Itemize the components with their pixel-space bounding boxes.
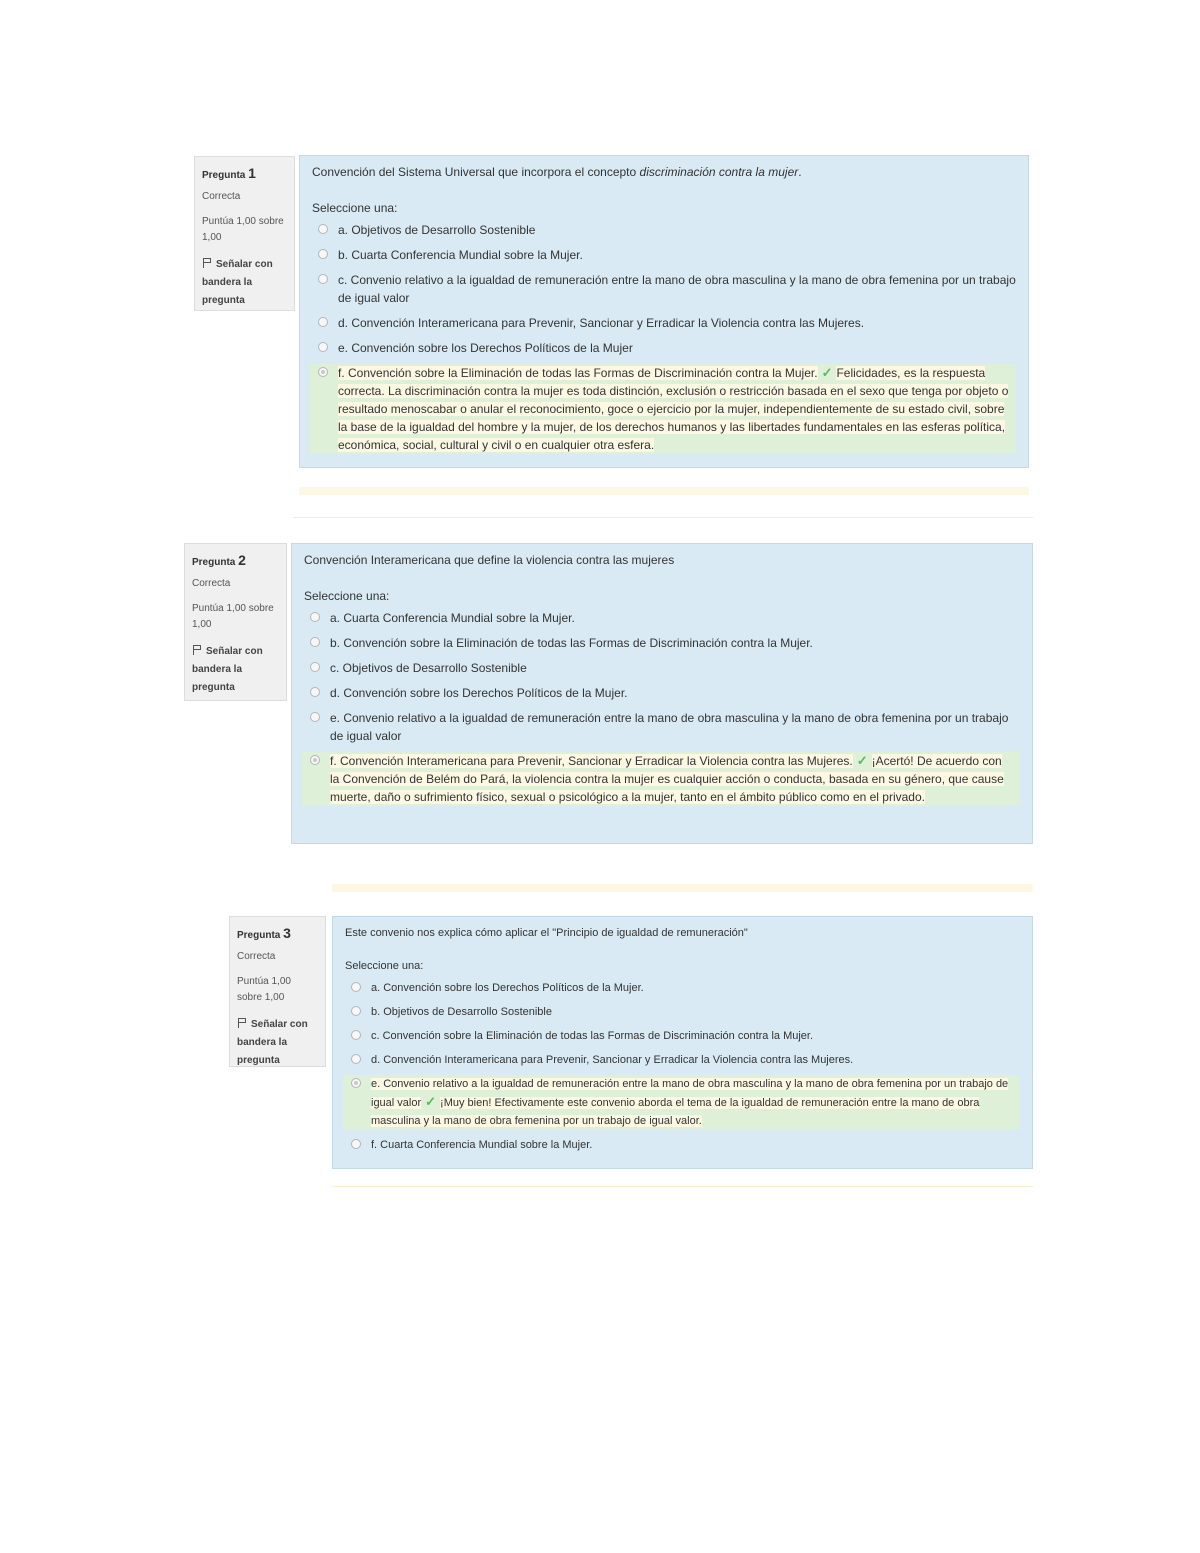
question-number: Pregunta 1 — [202, 165, 256, 181]
answer-option[interactable]: d. Convención Interamericana para Prevenir, Sancionar y Erradicar la Violencia contra las Mujeres. — [312, 314, 1016, 332]
outcome-stripe — [299, 487, 1029, 495]
radio-icon[interactable] — [351, 1030, 361, 1040]
answer-feedback: ¡Acertó! De acuerdo con la Convención de Belém do Pará, la violencia contra la mujer es cualquier acción o conducta, basada en su género, que cause muerte, daño o sufrimiento físico, sexual o psicológico a la mujer, tanto en el ámbito público como en el privado. — [330, 754, 1004, 804]
flag-question-link[interactable]: Señalar con bandera la pregunta — [192, 646, 263, 693]
question-text: Convención Interamericana que define la violencia contra las mujeres — [304, 553, 675, 567]
answer-option[interactable]: e. Convenio relativo a la igualdad de remuneración entre la mano de obra masculina y la mano de obra femenina por un trabajo de igual valor — [304, 709, 1020, 745]
question-grade: Puntúa 1,00 sobre 1,00 — [202, 216, 284, 243]
question-divider — [293, 517, 1033, 518]
radio-icon[interactable] — [310, 637, 320, 647]
answer-feedback: ¡Muy bien! Efectivamente este convenio aborda el tema de la igualdad de remuneración entre la mano de obra masculina y la mano de obra femenina por un trabajo de igual valor. — [371, 1097, 980, 1127]
answer-option[interactable]: e. Convención sobre los Derechos Políticos de la Mujer — [312, 339, 1016, 357]
answer-option-correct[interactable]: f. Convención sobre la Eliminación de todas las Formas de Discriminación contra la Mujer. ✓ Felicidades, es la respuesta correcta. La discriminación contra la mujer es toda distinción, exclusión o restricción basada en el sexo que tenga por objeto o resultado menoscabar o anular el reconocimiento, goce o ejercicio por la mujer, independientemente de su estado civil, sobre la base de la igualdad del hombre y la mujer, de los derechos humanos y las libertades fundamentales en las esferas política, económica, social, cultural y civil o en cualquier otra esfera. — [310, 364, 1016, 454]
radio-icon[interactable] — [318, 224, 328, 234]
answer-feedback: Felicidades, es la respuesta correcta. La discriminación contra la mujer es toda distinción, exclusión o restricción basada en el sexo que tenga por objeto o resultado menoscabar o anular el reconocimiento, goce o ejercicio por la mujer, independientemente de su estado civil, sobre la base de la igualdad del hombre y la mujer, de los derechos humanos y las libertades fundamentales en las esferas política, económica, social, cultural y civil o en cualquier otra esfera. — [338, 366, 1009, 452]
question-content — [291, 543, 1033, 844]
question-divider — [332, 1186, 1033, 1187]
radio-icon[interactable] — [310, 712, 320, 722]
question-state: Correcta — [202, 191, 241, 202]
question-info — [194, 156, 295, 311]
radio-icon[interactable] — [318, 274, 328, 284]
question-text: Convención del Sistema Universal que incorpora el concepto discriminación contra la mujer. — [312, 165, 802, 179]
answer-prompt: Seleccione una: — [304, 589, 390, 603]
answer-option[interactable]: b. Convención sobre la Eliminación de todas las Formas de Discriminación contra la Mujer. — [304, 634, 1020, 652]
answer-option[interactable]: c. Objetivos de Desarrollo Sostenible — [304, 659, 1020, 677]
radio-icon[interactable] — [310, 612, 320, 622]
answer-option[interactable]: d. Convención sobre los Derechos Políticos de la Mujer. — [304, 684, 1020, 702]
answer-option[interactable]: a. Cuarta Conferencia Mundial sobre la Mujer. — [304, 609, 1020, 627]
flag-icon — [202, 258, 212, 268]
answer-option[interactable]: b. Cuarta Conferencia Mundial sobre la Mujer. — [312, 246, 1016, 264]
radio-icon[interactable] — [318, 317, 328, 327]
answer-option[interactable]: a. Convención sobre los Derechos Políticos de la Mujer. — [345, 979, 1020, 997]
flag-icon — [237, 1018, 247, 1028]
flag-question-link[interactable]: Señalar con bandera la pregunta — [237, 1019, 308, 1066]
question-info — [184, 543, 287, 701]
radio-icon[interactable] — [351, 1139, 361, 1149]
answer-list — [345, 979, 1020, 1154]
check-icon: ✓ — [856, 753, 868, 768]
question-content — [299, 155, 1029, 468]
radio-icon[interactable] — [351, 982, 361, 992]
outcome-stripe — [332, 884, 1033, 892]
flag-icon — [192, 645, 202, 655]
radio-icon[interactable] — [318, 367, 328, 377]
radio-icon[interactable] — [310, 687, 320, 697]
radio-icon[interactable] — [318, 249, 328, 259]
answer-option[interactable]: d. Convención Interamericana para Prevenir, Sancionar y Erradicar la Violencia contra las Mujeres. — [345, 1051, 1020, 1069]
question-number: Pregunta 2 — [192, 552, 246, 568]
question-grade: Puntúa 1,00 sobre 1,00 — [192, 603, 274, 630]
check-icon: ✓ — [425, 1094, 437, 1109]
answer-option-correct[interactable]: f. Convención Interamericana para Prevenir, Sancionar y Erradicar la Violencia contra las Mujeres. ✓ ¡Acertó! De acuerdo con la Convención de Belém do Pará, la violencia contra la mujer es cualquier acción o conducta, basada en su género, que cause muerte, daño o sufrimiento físico, sexual o psicológico a la mujer, tanto en el ámbito público como en el privado. — [302, 752, 1020, 806]
radio-icon[interactable] — [318, 342, 328, 352]
answer-option[interactable]: b. Objetivos de Desarrollo Sostenible — [345, 1003, 1020, 1021]
question-text: Este convenio nos explica cómo aplicar el "Principio de igualdad de remuneración" — [345, 927, 748, 939]
flag-question-link[interactable]: Señalar con bandera la pregunta — [202, 259, 273, 306]
answer-option[interactable]: f. Cuarta Conferencia Mundial sobre la Mujer. — [345, 1136, 1020, 1154]
answer-prompt: Seleccione una: — [345, 960, 424, 972]
question-grade: Puntúa 1,00 sobre 1,00 — [237, 976, 291, 1003]
check-icon: ✓ — [821, 365, 833, 380]
answer-option-correct[interactable]: e. Convenio relativo a la igualdad de remuneración entre la mano de obra masculina y la mano de obra femenina por un trabajo de igual valor ✓ ¡Muy bien! Efectivamente este convenio aborda el tema de la igualdad de remuneración entre la mano de obra masculina y la mano de obra femenina por un trabajo de igual valor. — [343, 1075, 1020, 1130]
answer-list — [304, 609, 1020, 806]
question-number: Pregunta 3 — [237, 925, 291, 941]
question-state: Correcta — [192, 578, 231, 589]
radio-icon[interactable] — [351, 1054, 361, 1064]
question-info — [229, 916, 326, 1067]
radio-icon[interactable] — [310, 755, 320, 765]
answer-list — [312, 221, 1016, 454]
answer-option[interactable]: c. Convenio relativo a la igualdad de remuneración entre la mano de obra masculina y la mano de obra femenina por un trabajo de igual valor — [312, 271, 1016, 307]
answer-option[interactable]: a. Objetivos de Desarrollo Sostenible — [312, 221, 1016, 239]
radio-icon[interactable] — [351, 1078, 361, 1088]
question-content — [332, 916, 1033, 1169]
question-state: Correcta — [237, 951, 276, 962]
answer-option[interactable]: c. Convención sobre la Eliminación de todas las Formas de Discriminación contra la Mujer. — [345, 1027, 1020, 1045]
radio-icon[interactable] — [310, 662, 320, 672]
answer-prompt: Seleccione una: — [312, 201, 398, 215]
radio-icon[interactable] — [351, 1006, 361, 1016]
